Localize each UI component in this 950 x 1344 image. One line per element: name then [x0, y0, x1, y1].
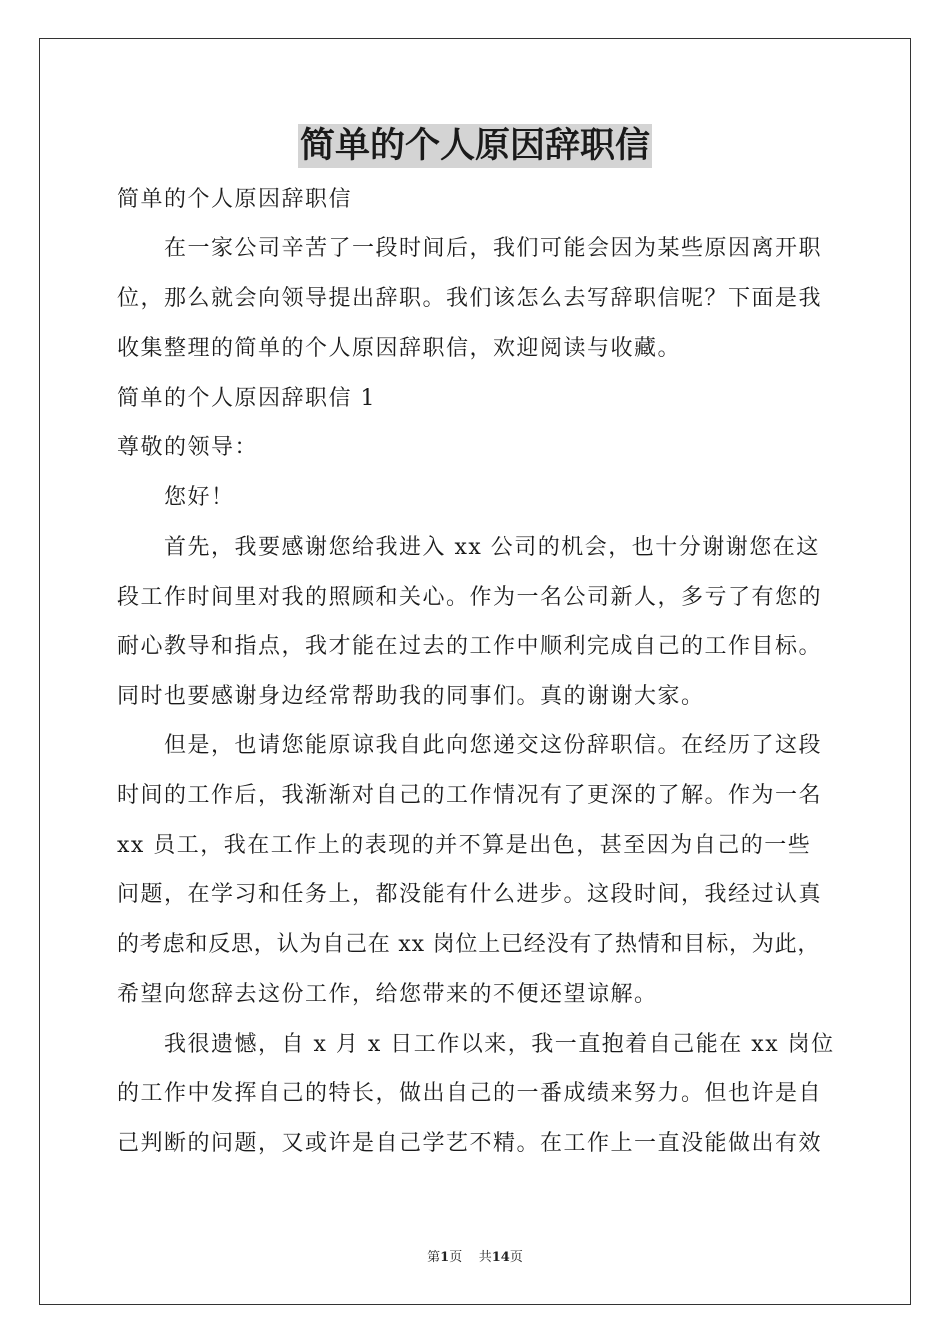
- paragraph-line: 我很遗憾，自 x 月 x 日工作以来，我一直抱着自己能在 xx 岗位: [164, 1032, 835, 1057]
- paragraph-line: 耐心教导和指点，我才能在过去的工作中顺利完成自己的工作目标。: [117, 634, 823, 659]
- page-footer: [0, 1246, 950, 1265]
- paragraph-line: 希望向您辞去这份工作，给您带来的不便还望谅解。: [117, 982, 658, 1007]
- document-title: 简单的个人原因辞职信: [299, 125, 650, 166]
- title-container: [0, 124, 950, 168]
- page-suffix: 页: [449, 1250, 463, 1265]
- paragraph-line: 己判断的问题，又或许是自己学艺不精。在工作上一直没能做出有效: [117, 1131, 823, 1156]
- paragraph-line: 位，那么就会向领导提出辞职。我们该怎么去写辞职信呢？下面是我: [117, 286, 823, 311]
- paragraph-line: 收集整理的简单的个人原因辞职信，欢迎阅读与收藏。: [117, 336, 682, 361]
- total-page-count: 14: [491, 1250, 510, 1265]
- page-border: [39, 38, 911, 1305]
- current-page-number: 1: [440, 1250, 450, 1265]
- salutation: 尊敬的领导：: [117, 435, 259, 460]
- paragraph-line: 时间的工作后，我渐渐对自己的工作情况有了更深的了解。作为一名: [117, 783, 823, 808]
- paragraph-line: xx 员工，我在工作上的表现的并不算是出色，甚至因为自己的一些: [117, 833, 812, 858]
- paragraph-line: 的工作中发挥自己的特长，做出自己的一番成绩来努力。但也许是自: [117, 1081, 823, 1106]
- total-suffix: 页: [509, 1250, 523, 1265]
- paragraph-line: 同时也要感谢身边经常帮助我的同事们。真的谢谢大家。: [117, 684, 705, 709]
- paragraph-line: 问题，在学习和任务上，都没能有什么进步。这段时间，我经过认真: [117, 882, 823, 907]
- letter-heading: 简单的个人原因辞职信 1: [117, 386, 376, 411]
- section-heading: 简单的个人原因辞职信: [117, 187, 353, 212]
- paragraph-line: 段工作时间里对我的照顾和关心。作为一名公司新人，多亏了有您的: [117, 585, 823, 610]
- page-prefix: 第: [427, 1250, 441, 1265]
- total-prefix: 共: [478, 1250, 492, 1265]
- greeting: 您好！: [164, 485, 235, 510]
- paragraph-line: 但是，也请您能原谅我自此向您递交这份辞职信。在经历了这段: [164, 733, 823, 758]
- paragraph-line: 的考虑和反思，认为自己在 xx 岗位上已经没有了热情和目标，为此，: [117, 932, 821, 957]
- paragraph-line: 在一家公司辛苦了一段时间后，我们可能会因为某些原因离开职: [164, 236, 823, 261]
- paragraph-line: 首先，我要感谢您给我进入 xx 公司的机会，也十分谢谢您在这: [164, 535, 820, 560]
